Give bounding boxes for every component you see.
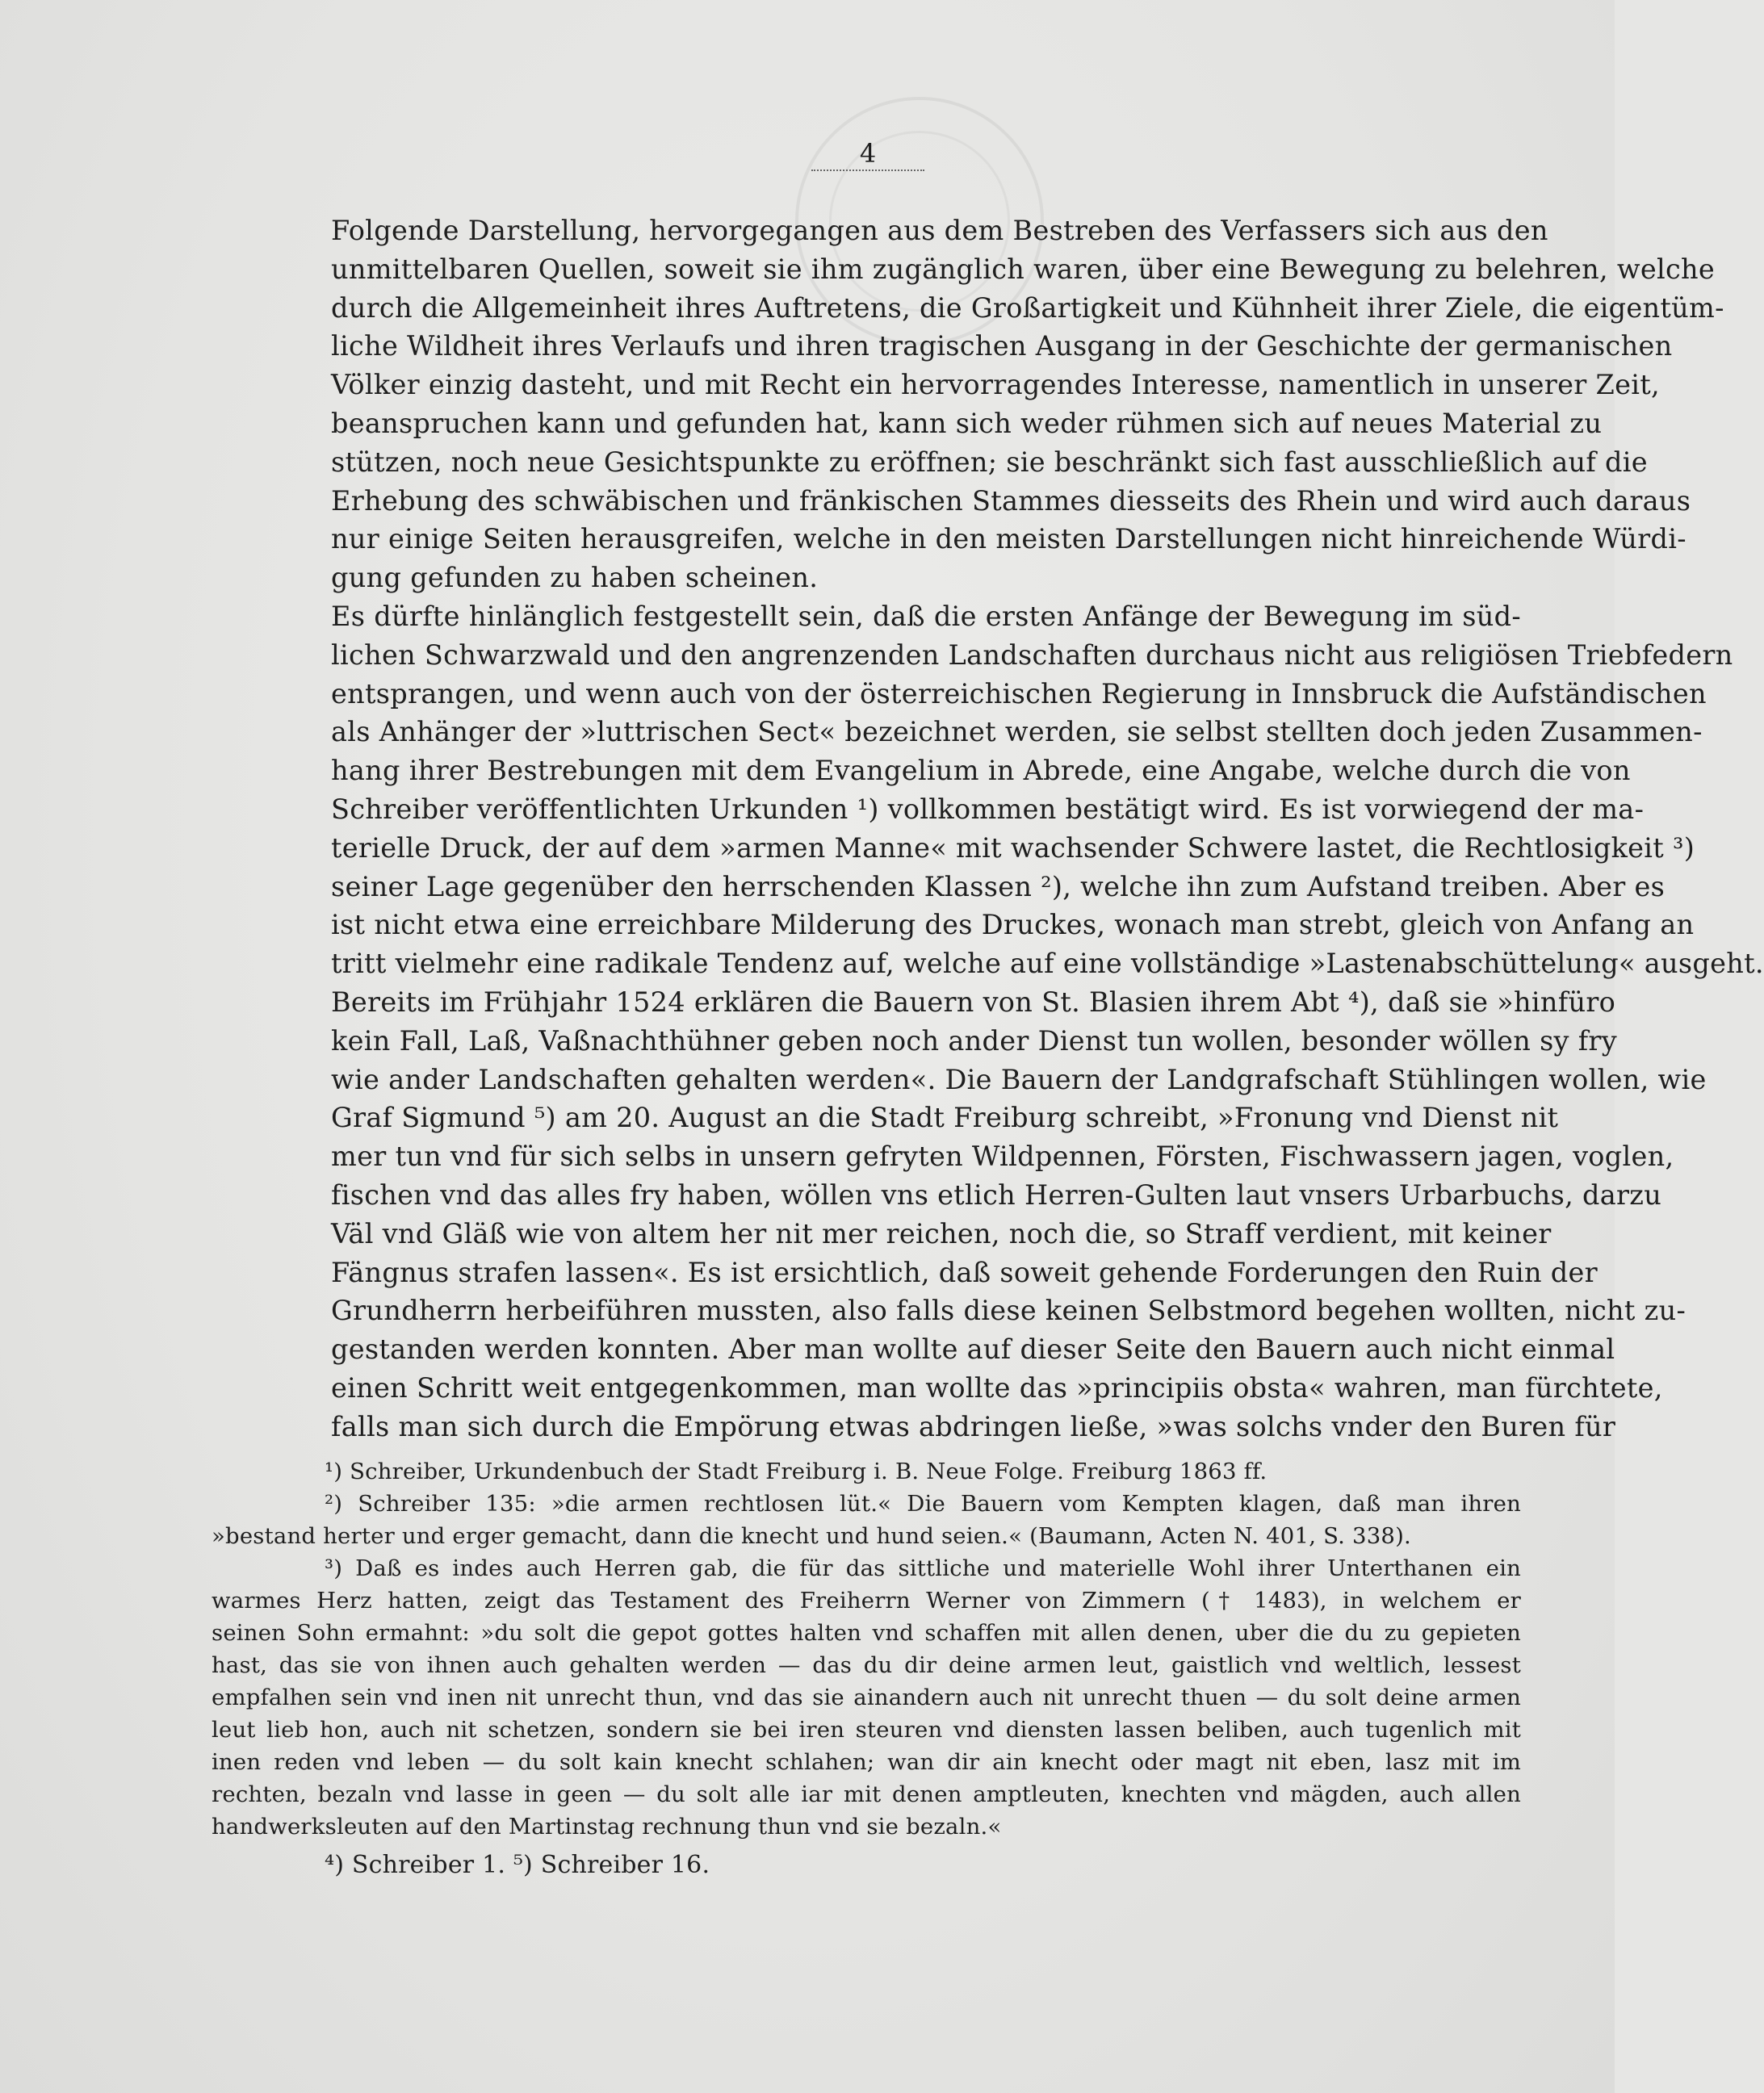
text-line: einen Schritt weit entgegenkommen, man wollte das »principiis obsta« wahren, man fürchtete, <box>331 1371 1663 1404</box>
text-line: Folgende Darstellung, hervorgegangen aus dem Bestreben des Verfassers sich aus den <box>331 215 1548 246</box>
text-line: lichen Schwarzwald und den angrenzenden Landschaften durchaus nicht aus religiösen Triebfedern <box>331 638 1733 671</box>
footnote-line: ¹) Schreiber, Urkundenbuch der Stadt Freiburg i. B. Neue Folge. Freiburg 1863 ff. <box>325 1459 1267 1484</box>
text-line: nur einige Seiten herausgreifen, welche in den meisten Darstellungen nicht hinreichende Würdi- <box>331 523 1686 555</box>
text-line: gestanden werden konnten. Aber man wollte auf dieser Seite den Bauern auch nicht einmal <box>331 1333 1615 1366</box>
footnote-line: handwerksleuten auf den Martinstag rechnung thun vnd sie bezaln.« <box>212 1814 1002 1840</box>
text-line: liche Wildheit ihres Verlaufs und ihren tragischen Ausgang in der Geschichte der germanischen <box>331 330 1673 362</box>
text-line: Graf Sigmund ⁵) am 20. August an die Stadt Freiburg schreibt, »Fronung vnd Dienst nit <box>331 1102 1559 1134</box>
text-line: stützen, noch neue Gesichtspunkte zu eröffnen; sie beschränkt sich fast ausschließlich auf die <box>331 446 1648 478</box>
text-line: wie ander Landschaften gehalten werden«. Die Bauern der Landgrafschaft Stühlingen wollen, wie <box>331 1063 1707 1095</box>
text-line: als Anhänger der »luttrischen Sect« bezeichnet werden, sie selbst stellten doch jeden Zusammen- <box>331 716 1703 748</box>
text-line: Bereits im Frühjahr 1524 erklären die Bauern von St. Blasien ihrem Abt ⁴), daß sie »hinfüro <box>331 986 1616 1018</box>
footnote-line: seinen Sohn ermahnt: »du solt die gepot gottes halten vnd schaffen mit allen denen, uber die du zu gepieten <box>212 1620 1521 1646</box>
text-line: entsprangen, und wenn auch von der österreichischen Regierung in Innsbruck die Aufständischen <box>331 677 1707 710</box>
footnote-line: »bestand herter und erger gemacht, dann die knecht und hund seien.« (Baumann, Acten N. 401, S. 338). <box>212 1523 1411 1549</box>
text-line: terielle Druck, der auf dem »armen Manne« mit wachsender Schwere lastet, die Rechtlosigkeit ³) <box>331 831 1695 864</box>
text-line: mer tun vnd für sich selbs in unsern gefryten Wildpennen, Försten, Fischwassern jagen, voglen, <box>331 1141 1674 1173</box>
text-line: Erhebung des schwäbischen und fränkischen Stammes diesseits des Rhein und wird auch daraus <box>331 484 1691 517</box>
text-line: unmittelbaren Quellen, soweit sie ihm zugänglich waren, über eine Bewegung zu belehren, welche <box>331 253 1716 285</box>
footnote-refs <box>212 1848 1521 1883</box>
text-line: Väl vnd Gläß wie von altem her nit mer reichen, noch die, so Straff verdient, mit keiner <box>331 1217 1552 1250</box>
page-number-ornament-rule <box>811 170 924 171</box>
footnote-line: leut lieb hon, auch nit schetzen, sondern sie bei iren steuren vnd diensten lassen beliben, auch tugenlich mit <box>212 1717 1521 1743</box>
footnote-line: inen reden vnd leben — du solt kain knecht schlahen; wan dir ain knecht oder magt nit eben, lasz mit im <box>212 1749 1521 1775</box>
footnote-line: rechten, bezaln vnd lasse in geen — du solt alle iar mit denen amptleuten, knechten vnd mägden, auch allen <box>212 1781 1521 1807</box>
text-line: Fängnus strafen lassen«. Es ist ersichtlich, daß soweit gehende Forderungen den Ruin der <box>331 1256 1598 1288</box>
main-text <box>212 211 1764 1446</box>
text-line: durch die Allgemeinheit ihres Auftretens, die Großartigkeit und Kühnheit ihrer Ziele, die eigentüm- <box>331 291 1724 324</box>
text-line: hang ihrer Bestrebungen mit dem Evangelium in Abrede, eine Angabe, welche durch die von <box>331 755 1631 787</box>
footnote <box>212 1488 1521 1552</box>
text-line: fischen vnd das alles fry haben, wöllen vns etlich Herren-Gulten laut vnsers Urbarbuchs, darzu <box>331 1178 1662 1211</box>
text-line: ist nicht etwa eine erreichbare Milderung des Druckes, wonach man strebt, gleich von Anfang an <box>331 909 1695 941</box>
paragraph <box>212 597 1764 1446</box>
footnote <box>212 1455 1521 1488</box>
text-line: Völker einzig dasteht, und mit Recht ein hervorragendes Interesse, namentlich in unserer Zeit, <box>331 369 1660 401</box>
text-line: Es dürfte hinlänglich festgestellt sein, daß die ersten Anfänge der Bewegung im süd- <box>331 600 1521 632</box>
text-line: seiner Lage gegenüber den herrschenden Klassen ²), welche ihn zum Aufstand treiben. Aber es <box>331 870 1666 902</box>
page-number: 4 <box>859 138 877 169</box>
footnote-line: warmes Herz hatten, zeigt das Testament des Freiherrn Werner von Zimmern († 1483), in welchem er <box>212 1588 1521 1614</box>
paragraph <box>212 211 1724 597</box>
text-line: gung gefunden zu haben scheinen. <box>331 562 819 594</box>
footnote-line: empfalhen sein vnd inen nit unrecht thun, vnd das sie ainandern auch nit unrecht thuen — du solt deine armen <box>212 1685 1521 1710</box>
footnote-line: ²) Schreiber 135: »die armen rechtlosen lüt.« Die Bauern vom Kempten klagen, daß man ihren <box>325 1491 1521 1517</box>
text-line: Schreiber veröffentlichten Urkunden ¹) vollkommen bestätigt wird. Es ist vorwiegend der ma- <box>331 793 1645 825</box>
text-line: falls man sich durch die Empörung etwas abdringen ließe, »was solchs vnder den Buren für <box>331 1410 1616 1442</box>
footnote-line: hast, das sie von ihnen auch gehalten werden — das du dir deine armen leut, gaistlich vnd weltlich, lessest <box>212 1652 1521 1678</box>
footnote-line: ³) Daß es indes auch Herren gab, die für das sittliche und materielle Wohl ihrer Unterthanen ein <box>325 1555 1521 1581</box>
text-line: tritt vielmehr eine radikale Tendenz auf, welche auf eine vollständige »Lastenabschüttelung« ausgeht. <box>331 948 1764 980</box>
text-line: Grundherrn herbeiführen mussten, also falls diese keinen Selbstmord begehen wollten, nicht zu- <box>331 1295 1686 1327</box>
text-line: kein Fall, Laß, Vaßnachthühner geben noch ander Dienst tun wollen, besonder wöllen sy fry <box>331 1024 1617 1057</box>
footnote <box>212 1552 1521 1843</box>
footnotes <box>212 1455 1521 1883</box>
text-line: beanspruchen kann und gefunden hat, kann sich weder rühmen sich auf neues Material zu <box>331 407 1603 439</box>
footnote-line: ⁴) Schreiber 1. ⁵) Schreiber 16. <box>325 1851 710 1879</box>
